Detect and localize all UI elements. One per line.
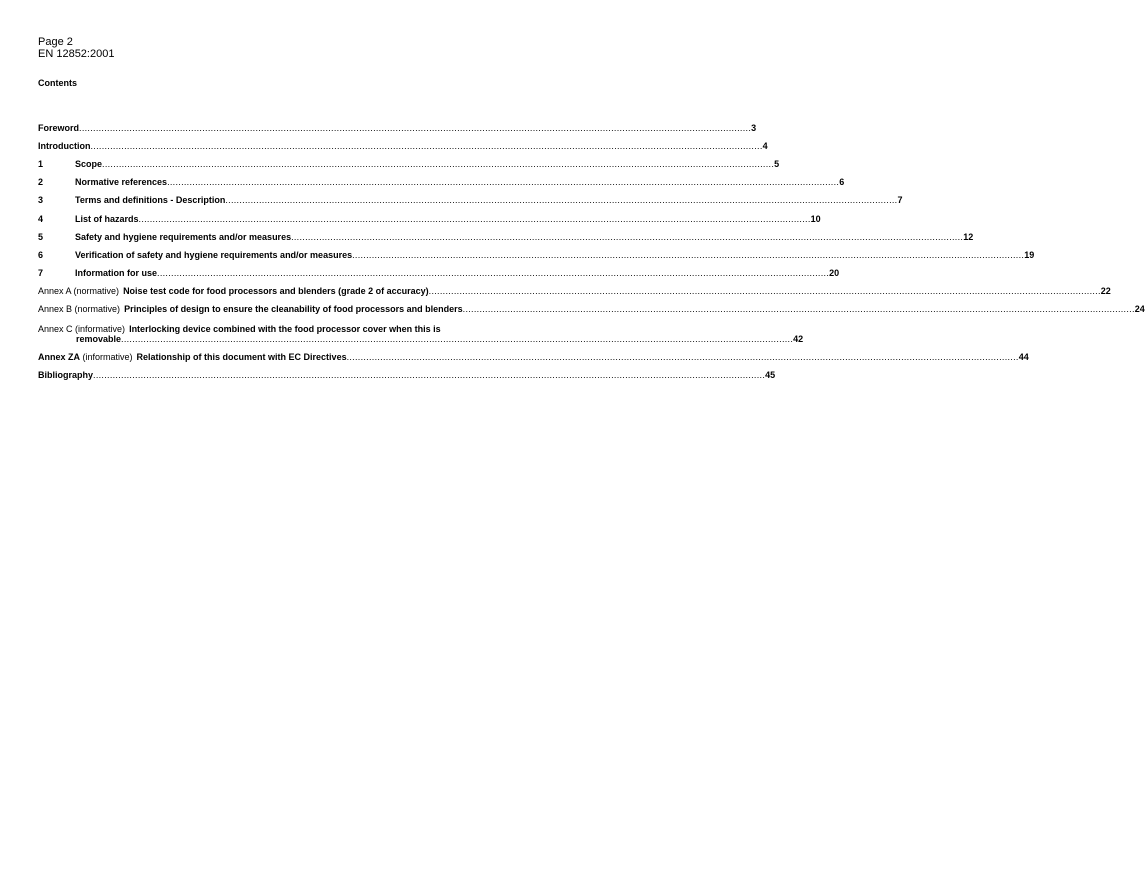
toc-entry-annex-za[interactable]: Annex ZA (informative) Relationship of this document with EC Directives ..... 44: [38, 344, 570, 362]
toc-entry-list-of-hazards[interactable]: 4 List of hazards ..... 10: [38, 205, 570, 223]
standard-id: EN 12852:2001: [38, 48, 115, 60]
toc-entry-bibliography[interactable]: Bibliography ..... 45: [38, 362, 570, 380]
toc-entry-terms-definitions[interactable]: 3 Terms and definitions - Description ..... 7: [38, 187, 570, 205]
toc-entry-annex-a[interactable]: Annex A (normative) Noise test code for food processors and blenders (grade 2 of accuracy) ..... 22: [38, 278, 570, 296]
table-of-contents: [38, 115, 1145, 381]
toc-entry-normative-references[interactable]: 2 Normative references ..... 6: [38, 169, 570, 187]
toc-entry-annex-c[interactable]: Annex C (informative) Interlocking device combined with the food processor cover when this is removable ..... 42: [38, 314, 570, 344]
page-header: [38, 36, 114, 60]
toc-entry-introduction[interactable]: Introduction ..... 4: [38, 133, 570, 151]
toc-entry-scope[interactable]: 1 Scope ..... 5: [38, 151, 570, 169]
toc-entry-safety-hygiene[interactable]: 5 Safety and hygiene requirements and/or measures ..... 12: [38, 224, 570, 242]
toc-entry-verification[interactable]: 6 Verification of safety and hygiene requirements and/or measures ..... 19: [38, 242, 570, 260]
toc-entry-annex-b[interactable]: Annex B (normative) Principles of design to ensure the cleanability of food processors and blenders ..... 24: [38, 296, 570, 314]
toc-entry-foreword[interactable]: Foreword ..... 3: [38, 115, 570, 133]
contents-title: Contents: [38, 78, 77, 88]
toc-entry-information-for-use[interactable]: 7 Information for use ..... 20: [38, 260, 570, 278]
page-number: Page 2: [38, 36, 73, 48]
